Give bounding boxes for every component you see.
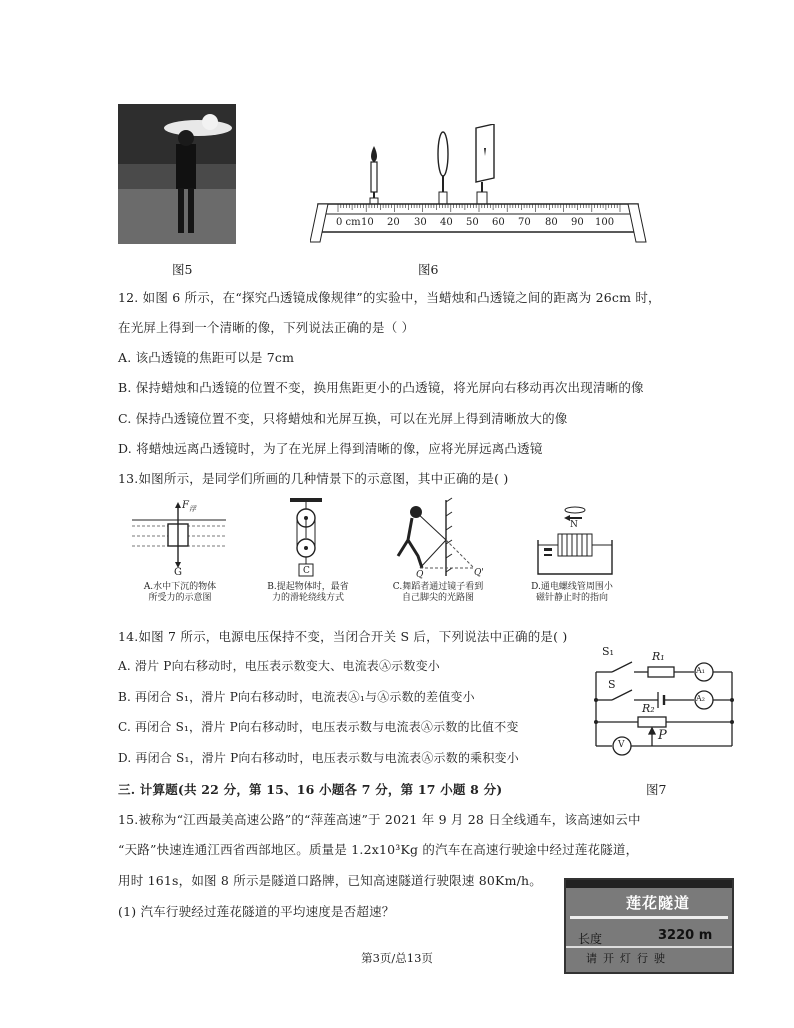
sign-top-bar (566, 880, 732, 888)
q14-option-a: A. 滑片 P向右移动时，电压表示数变大、电流表Ⓐ示数变小 (118, 659, 440, 673)
caption13a-line2: 所受力的示意图 (148, 593, 212, 603)
caption13c (372, 582, 504, 604)
q12-option-c: C. 保持凸透镜位置不变，只将蜡烛和光屏互换，可以在光屏上得到清晰放大的像 (118, 411, 568, 426)
figure5-photo (118, 104, 236, 244)
ruler-tick: 30 (414, 217, 427, 228)
figure13d-solenoid (532, 500, 618, 580)
q14-option-d: D. 再闭合 S₁，滑片 P向右移动时，电压表示数与电流表Ⓐ示数的乘积变小 (118, 751, 519, 765)
switch-s1-label: S₁ (602, 645, 614, 658)
point-q-prime-label: Q' (474, 568, 484, 578)
ruler-tick: 90 (571, 217, 584, 228)
candle-icon (370, 146, 378, 204)
q14-option-b: B. 再闭合 S₁，滑片 P向右移动时，电流表Ⓐ₁与Ⓐ示数的差值变小 (118, 690, 475, 704)
point-q-label: Q (416, 570, 424, 580)
q15-subquestion1: (1) 汽车行驶经过莲花隧道的平均速度是否超速？ (118, 904, 395, 919)
ammeter-a1-label: A₁ (696, 666, 705, 675)
switch-s-label: S (608, 678, 616, 691)
caption13c-line2: 自己脚尖的光路图 (401, 593, 474, 603)
q15-line3: 用时 161s，如图 8 所示是隧道口路牌，已知高速隧道行驶限速 80Km/h。 (118, 873, 542, 888)
ruler-labels (336, 217, 626, 231)
page-footer: 第3页/总13页 (361, 951, 433, 965)
caption13b-line2: 力的滑轮绕线方式 (271, 593, 344, 603)
ruler-tick: 80 (545, 217, 558, 228)
ruler-tick: 60 (492, 217, 505, 228)
ruler-tick: 0 cm (336, 217, 361, 228)
ammeter-a2-label: A₂ (696, 694, 705, 703)
ruler-tick: 100 (595, 217, 615, 228)
q12-stem-line1: 12. 如图 6 所示，在“探究凸透镜成像规律”的实验中，当蜡烛和凸透镜之间的距离为 26cm 时， (118, 290, 661, 305)
sign-divider-2 (566, 946, 732, 948)
resistor-r2-label: R₂ (642, 702, 655, 715)
q12-option-a: A. 该凸透镜的焦距可以是 7cm (118, 350, 295, 365)
q12-stem-line2: 在光屏上得到一个清晰的像，下列说法正确的是（ ） (118, 320, 415, 335)
caption13c-line1: C.舞蹈者通过镜子看到 (392, 582, 484, 592)
needle-n-label: N (570, 520, 578, 530)
sign-title: 莲花隧道 (626, 894, 691, 912)
voltmeter-v-label: V (618, 740, 625, 750)
q15-line1: 15.被称为“江西最美高速公路”的“萍莲高速”于 2021 年 9 月 28 日全线通车，该高速如云中 (118, 812, 641, 827)
ruler-tick: 40 (440, 217, 453, 228)
pulley-load-label: C (303, 566, 310, 576)
caption13b (246, 582, 370, 604)
figure6-caption: 图6 (418, 262, 439, 277)
resistor-r1-label: R₁ (652, 650, 665, 663)
force-f-subscript: 浮 (188, 505, 196, 513)
skater-image (118, 104, 236, 244)
caption13a-line1: A.水中下沉的物体 (143, 582, 217, 592)
caption13d (508, 582, 636, 604)
sign-bottom-text: 请开灯行驶 (586, 952, 671, 965)
sign-divider (570, 916, 728, 919)
ruler-tick: 50 (466, 217, 479, 228)
q14-stem: 14.如图 7 所示，电源电压保持不变，当闭合开关 S 后，下列说法中正确的是( ) (118, 629, 568, 644)
q14-option-c: C. 再闭合 S₁，滑片 P向右移动时，电压表示数与电流表Ⓐ示数的比值不变 (118, 720, 519, 734)
sign-length-value: 3220 m (658, 928, 713, 943)
caption13b-line1: B.提起物体时，最省 (267, 582, 349, 592)
section3-heading: 三. 计算题(共 22 分，第 15、16 小题各 7 分，第 17 小题 8 分) (118, 782, 503, 797)
q15-line2: “天路”快速连通江西省西部地区。质量是 1.2x10³Kg 的汽车在高速行驶途中经过莲花隧道， (118, 842, 639, 857)
caption13a (118, 582, 242, 604)
light-screen-icon (476, 124, 494, 204)
sign-length-label: 长度 (578, 932, 603, 946)
figure13c-mirror (388, 496, 488, 580)
force-f-letter: F (182, 500, 189, 511)
figure5-caption: 图5 (172, 262, 193, 277)
ruler-tick: 10 (361, 217, 374, 228)
q12-option-d: D. 将蜡烛远离凸透镜时，为了在光屏上得到清晰的像，应将光屏远离凸透镜 (118, 441, 543, 456)
gravity-label: G (174, 567, 182, 578)
caption13d-line1: D.通电螺线管周围小 (531, 582, 613, 592)
figure7-caption: 图7 (646, 782, 667, 797)
convex-lens-icon (438, 132, 448, 204)
q13-stem: 13.如图所示，是同学们所画的几种情景下的示意图，其中正确的是( ) (118, 471, 509, 486)
force-buoyancy-label (182, 500, 196, 514)
ruler-tick: 70 (518, 217, 531, 228)
ruler-tick: 20 (387, 217, 400, 228)
caption13d-line2: 磁针静止时的指向 (535, 593, 608, 603)
slider-p-label: P (658, 728, 667, 743)
q12-option-b: B. 保持蜡烛和凸透镜的位置不变，换用焦距更小的凸透镜，将光屏向右移动再次出现清晰的像 (118, 380, 644, 395)
